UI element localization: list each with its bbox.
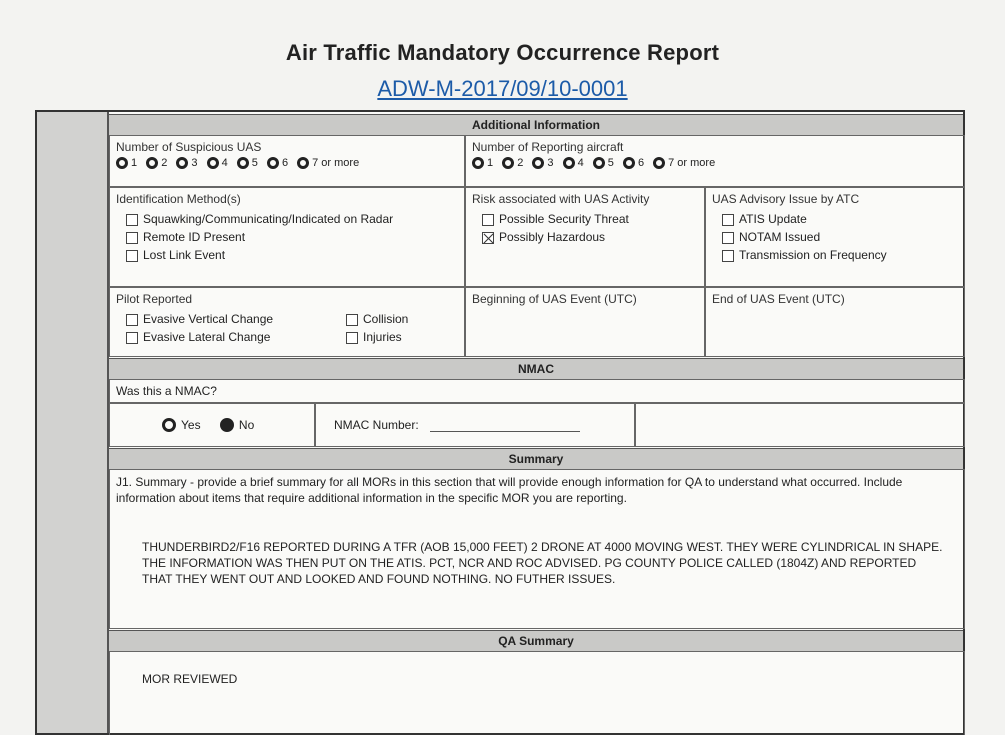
form-content (109, 112, 963, 733)
suspicious-uas-radio-6[interactable] (267, 157, 279, 169)
summary-instructions: J1. Summary - provide a brief summary for all MORs in this section that will provide enough information for QA to understand what occurred. Include information about items that require additional information in the specific MOR you are reporting. (116, 475, 903, 505)
remote-id-checkbox[interactable] (126, 232, 138, 244)
vertical-change-label: Evasive Vertical Change (143, 312, 274, 326)
end-label: End of UAS Event (UTC) (712, 292, 845, 306)
risk-label: Risk associated with UAS Activity (472, 192, 650, 206)
advisory-label: UAS Advisory Issue by ATC (712, 192, 860, 206)
atis-update-label: ATIS Update (739, 212, 807, 226)
security-threat-label: Possible Security Threat (499, 212, 629, 226)
transmission-label: Transmission on Frequency (739, 248, 887, 262)
security-threat-checkbox[interactable] (482, 214, 494, 226)
vertical-change-checkbox[interactable] (126, 314, 138, 326)
transmission-checkbox[interactable] (722, 250, 734, 262)
reporting-aircraft-cell (465, 135, 965, 187)
lateral-change-label: Evasive Lateral Change (143, 330, 271, 344)
form-left-margin (37, 112, 109, 733)
suspicious-uas-option-label: 2 (161, 157, 168, 170)
report-number-link[interactable]: ADW-M-2017/09/10-0001 (377, 76, 628, 101)
beginning-label: Beginning of UAS Event (UTC) (472, 292, 637, 306)
beginning-cell[interactable] (465, 287, 705, 357)
reporting-aircraft-radio-6[interactable] (623, 157, 635, 169)
summary-cell (109, 469, 965, 629)
suspicious-uas-option-label: 3 (191, 157, 198, 170)
nmac-no-label: No (238, 417, 255, 432)
reporting-aircraft-option-label: 1 (487, 157, 494, 170)
pilot-reported-label: Pilot Reported (116, 292, 193, 306)
reporting-aircraft-radio-3[interactable] (532, 157, 544, 169)
suspicious-uas-radio-1[interactable] (116, 157, 128, 169)
nmac-heading: NMAC (109, 358, 963, 380)
suspicious-uas-option-label: 4 (221, 157, 228, 170)
notam-issued-label: NOTAM Issued (739, 230, 821, 244)
reporting-aircraft-radio-1[interactable] (472, 157, 484, 169)
possibly-hazardous-label: Possibly Hazardous (499, 230, 606, 244)
reporting-aircraft-option-label: 6 (637, 157, 645, 170)
suspicious-uas-options (116, 157, 458, 169)
qa-text[interactable]: MOR REVIEWED (142, 672, 238, 686)
suspicious-uas-radio-2[interactable] (146, 157, 158, 169)
additional-info-heading: Additional Information (109, 114, 963, 136)
lateral-change-checkbox[interactable] (126, 332, 138, 344)
pilot-reported-cell (109, 287, 465, 357)
nmac-number-cell (315, 403, 635, 447)
suspicious-uas-radio-4[interactable] (207, 157, 219, 169)
squawking-checkbox[interactable] (126, 214, 138, 226)
nmac-no-radio[interactable] (220, 418, 234, 432)
risk-cell (465, 187, 705, 287)
squawking-label: Squawking/Communicating/Indicated on Radar (143, 212, 394, 226)
suspicious-uas-option-label: 1 (131, 157, 138, 170)
reporting-aircraft-option-label: 2 (517, 157, 524, 170)
reporting-aircraft-radio-5[interactable] (593, 157, 605, 169)
nmac-question-cell (109, 379, 965, 403)
reporting-aircraft-radio-2[interactable] (502, 157, 514, 169)
collision-label: Collision (363, 312, 409, 326)
reporting-aircraft-label: Number of Reporting aircraft (472, 140, 624, 154)
lost-link-checkbox[interactable] (126, 250, 138, 262)
end-cell[interactable] (705, 287, 965, 357)
nmac-number-label: NMAC Number: (334, 418, 419, 432)
advisory-cell (705, 187, 965, 287)
suspicious-uas-radio-7-or-more[interactable] (297, 157, 309, 169)
suspicious-uas-option-label: 5 (251, 157, 258, 170)
suspicious-uas-radio-3[interactable] (176, 157, 188, 169)
possibly-hazardous-checkbox[interactable] (482, 232, 494, 244)
nmac-yes-radio[interactable] (162, 418, 176, 432)
reporting-aircraft-radio-4[interactable] (563, 157, 575, 169)
reporting-aircraft-options (472, 157, 958, 169)
suspicious-uas-label: Number of Suspicious UAS (116, 140, 262, 154)
nmac-choice-cell (109, 403, 315, 447)
suspicious-uas-option-label: 7 or more (312, 157, 360, 170)
nmac-yes-label: Yes (181, 417, 201, 432)
report-form (35, 110, 965, 735)
nmac-blank-cell (635, 403, 965, 447)
collision-checkbox[interactable] (346, 314, 358, 326)
lost-link-label: Lost Link Event (143, 248, 226, 262)
suspicious-uas-radio-5[interactable] (237, 157, 249, 169)
atis-update-checkbox[interactable] (722, 214, 734, 226)
injuries-checkbox[interactable] (346, 332, 358, 344)
nmac-question: Was this a NMAC? (116, 384, 217, 398)
qa-heading: QA Summary (109, 630, 963, 652)
identification-cell (109, 187, 465, 287)
notam-issued-checkbox[interactable] (722, 232, 734, 244)
identification-label: Identification Method(s) (116, 192, 241, 206)
reporting-aircraft-radio-7-or-more[interactable] (653, 157, 665, 169)
qa-cell (109, 651, 965, 735)
reporting-aircraft-option-label: 4 (577, 157, 584, 170)
summary-heading: Summary (109, 448, 963, 470)
page-title: Air Traffic Mandatory Occurrence Report (285, 40, 720, 65)
remote-id-label: Remote ID Present (143, 230, 246, 244)
reporting-aircraft-option-label: 7 or more (668, 157, 716, 170)
reporting-aircraft-option-label: 5 (607, 157, 614, 170)
suspicious-uas-cell (109, 135, 465, 187)
suspicious-uas-option-label: 6 (281, 157, 289, 170)
summary-narrative[interactable]: THUNDERBIRD2/F16 REPORTED DURING A TFR (AOB 15,000 FEET) 2 DRONE AT 4000 MOVING WEST. THEY WERE CYLINDRICAL IN SHAPE. THE INFORMATION WAS THEN PUT ON THE ATIS. PCT, NCR AND ROC ADVISED. PG COUNTY POLICE CALLED (1804Z) AND REPORTED THAT THEY WENT OUT AND LOOKED AND FOUND NOTHING. NO FUTHER ISSUES. (142, 540, 943, 586)
reporting-aircraft-option-label: 3 (547, 157, 554, 170)
injuries-label: Injuries (363, 330, 402, 344)
nmac-number-field[interactable] (430, 419, 580, 432)
